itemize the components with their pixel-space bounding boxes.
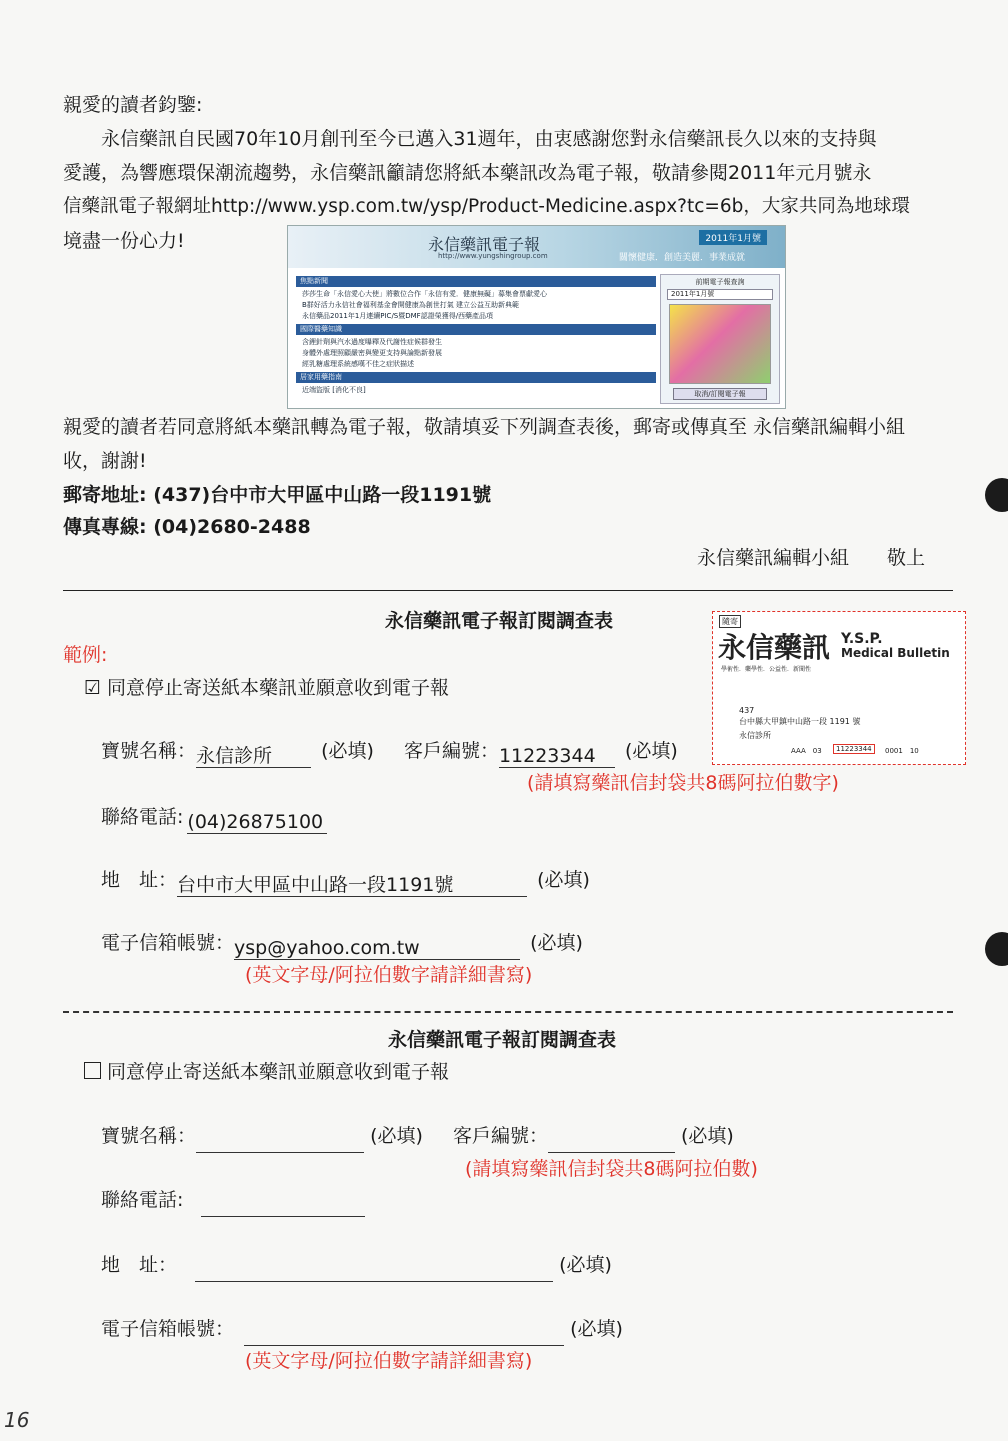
newsletter-url: http://www.yungshingroup.com	[438, 252, 548, 260]
newsletter-item[interactable]: B群好活力永信社會福利基金會開健康為創世打氣 建立公益互助新典範	[302, 301, 520, 309]
newsletter-sidebar	[660, 274, 780, 404]
blank-consent-row	[84, 1055, 449, 1089]
shop-label: 寶號名稱：	[101, 740, 197, 762]
required-mark: (必填)	[321, 740, 374, 762]
checked-checkbox-icon: ☑	[84, 677, 102, 699]
email-label: 電子信箱帳號：	[101, 1318, 235, 1340]
newsletter-tagline: 關懷健康．創造美麗．事業成就	[618, 253, 745, 263]
envelope-customer-code: 11223344	[833, 744, 875, 754]
example-email-row	[101, 926, 583, 960]
envelope-address: 台中縣大甲鎮中山路一段 1191 號	[739, 717, 861, 726]
newsletter-item[interactable]: 含鋰針劑與汽水過度曝釋及代謝性症候群發生	[302, 338, 442, 346]
letter-paragraph1-line2: 愛護，為響應環保潮流趨勢，永信藥訊籲請您將紙本藥訊改為電子報，敬請參閱2011年元月號永	[63, 162, 872, 184]
letter-greeting: 親愛的讀者鈞鑒:	[63, 94, 203, 116]
issue-select[interactable]: 2011年1月號	[667, 289, 773, 300]
phone-value: (04)26875100	[187, 811, 327, 834]
example-shop-row	[101, 734, 678, 768]
shop-label: 寶號名稱：	[101, 1125, 197, 1147]
letter-signature: 永信藥訊編輯小組 敬上	[697, 547, 926, 569]
mail-address: 郵寄地址: (437)台中市大甲區中山路一段1191號	[63, 484, 492, 506]
phone-input[interactable]	[201, 1194, 365, 1217]
letter-paragraph1-line4: 境盡一份心力!	[63, 230, 185, 252]
envelope-brand-en1: Y.S.P.	[841, 631, 883, 647]
blank-address-row	[101, 1248, 612, 1282]
envelope-slogan: 學術性．藥學性．公益性．新聞性	[721, 666, 812, 673]
newsletter-item[interactable]: 莎莎生命「永信愛心大使」將數位合作「永信有愛．健康無礙」募集會票獻愛心	[302, 290, 547, 298]
blank-consent-text: 同意停止寄送紙本藥訊並願意收到電子報	[107, 1061, 450, 1083]
newsletter-issue-badge: 2011年1月號	[699, 230, 767, 245]
page-number: 16	[4, 1408, 30, 1432]
letter-paragraph1-line3: 信藥訊電子報網址http://www.ysp.com.tw/ysp/Product-Medicine.aspx?tc=6b，大家共同為地球環	[63, 196, 910, 217]
newsletter-item[interactable]: 近端盜版 [消化不良]	[302, 386, 366, 394]
newsletter-logo: 永信藥訊電子報	[428, 235, 541, 254]
required-mark: (必填)	[625, 740, 678, 762]
newsletter-section-3: 居家用藥指南	[296, 372, 656, 383]
newsletter-item[interactable]: 經乳糖處理系統感嘆不佳之症狀描述	[302, 360, 414, 368]
newsletter-screenshot	[287, 225, 786, 409]
section-divider	[63, 590, 953, 591]
back-issue-query-label: 前期電子報查詢	[695, 278, 745, 286]
customer-label: 客戶編號：	[403, 740, 499, 762]
required-mark: (必填)	[570, 1318, 623, 1340]
email-input[interactable]	[244, 1323, 564, 1346]
binder-hole-bottom	[985, 932, 1008, 966]
letter-paragraph2-line2: 收，謝謝!	[63, 450, 147, 472]
email-value: ysp@yahoo.com.tw	[234, 937, 520, 960]
letter-paragraph2-line1: 親愛的讀者若同意將紙本藥訊轉為電子報，敬請填妥下列調查表後，郵寄或傳真至 永信藥訊編輯小組	[63, 416, 906, 438]
example-phone-row	[101, 800, 327, 834]
binder-hole-top	[985, 478, 1008, 512]
required-mark: (必填)	[559, 1254, 612, 1276]
phone-label: 聯絡電話:	[101, 1189, 184, 1211]
stamp-tag: 隨寄	[719, 615, 741, 628]
example-address-row	[101, 863, 590, 897]
fax-number: 傳真專線: (04)2680-2488	[63, 516, 311, 538]
newsletter-section-1: 焦點新聞	[296, 276, 656, 287]
consent-checkbox[interactable]	[84, 1062, 101, 1079]
example-consent-text: 同意停止寄送紙本藥訊並願意收到電子報	[107, 677, 450, 699]
issue-cover-image	[669, 304, 771, 384]
shop-value: 永信診所	[196, 745, 311, 768]
subscribe-button[interactable]: 取消/訂閱電子報	[673, 388, 767, 400]
newsletter-item[interactable]: 身體外處理照顧嚴密與變更支持與論點新發展	[302, 349, 442, 357]
example-label: 範例:	[63, 644, 108, 666]
address-input[interactable]	[195, 1259, 553, 1282]
required-mark: (必填)	[537, 869, 590, 891]
newsletter-section-2: 國際醫藥知識	[296, 324, 656, 335]
envelope-brand: 永信藥訊	[718, 631, 831, 664]
envelope-brand-en	[841, 632, 950, 660]
blank-email-row	[101, 1312, 623, 1346]
blank-survey-title: 永信藥訊電子報訂閱調查表	[388, 1029, 617, 1051]
envelope-brand-en2: Medical Bulletin	[841, 646, 950, 660]
shop-input[interactable]	[196, 1130, 364, 1153]
required-mark: (必填)	[681, 1125, 734, 1147]
envelope-recipient: 永信診所	[739, 731, 771, 740]
email-label: 電子信箱帳號：	[101, 932, 235, 954]
blank-email-note: (英文字母/阿拉伯數字請詳細書寫)	[245, 1350, 533, 1372]
envelope-code-prefix: AAA 03	[791, 747, 822, 755]
newsletter-header	[288, 226, 785, 268]
address-value: 台中市大甲區中山路一段1191號	[177, 874, 527, 897]
newsletter-item[interactable]: 永信藥品2011年1月連續PIC/S暨DMF認證榮獲得/西藥產品項	[302, 312, 494, 320]
address-label: 地 址：	[101, 869, 178, 891]
customer-value: 11223344	[499, 745, 615, 768]
example-survey-title: 永信藥訊電子報訂閱調查表	[385, 610, 614, 632]
customer-input[interactable]	[548, 1130, 675, 1153]
envelope-label-sample	[712, 611, 966, 765]
blank-phone-row	[101, 1183, 365, 1217]
letter-paragraph1-line1: 永信藥訊自民國70年10月創刊至今已邁入31週年，由衷感謝您對永信藥訊長久以來的支持與	[101, 128, 877, 150]
phone-label: 聯絡電話:	[101, 806, 184, 828]
required-mark: (必填)	[530, 932, 583, 954]
blank-shop-row	[101, 1119, 734, 1153]
customer-number-note: (請填寫藥訊信封袋共8碼阿拉伯數字)	[527, 772, 839, 794]
envelope-code-suffix: 0001 10	[885, 747, 919, 755]
email-note: (英文字母/阿拉伯數字請詳細書寫)	[245, 964, 533, 986]
customer-label: 客戶編號：	[452, 1125, 548, 1147]
envelope-zip: 437	[739, 706, 755, 715]
address-label: 地 址：	[101, 1254, 178, 1276]
example-consent-row	[84, 671, 449, 705]
cut-line	[63, 1011, 953, 1013]
newsletter-article-list	[296, 274, 656, 396]
required-mark: (必填)	[370, 1125, 423, 1147]
blank-customer-note: (請填寫藥訊信封袋共8碼阿拉伯數)	[465, 1158, 758, 1180]
